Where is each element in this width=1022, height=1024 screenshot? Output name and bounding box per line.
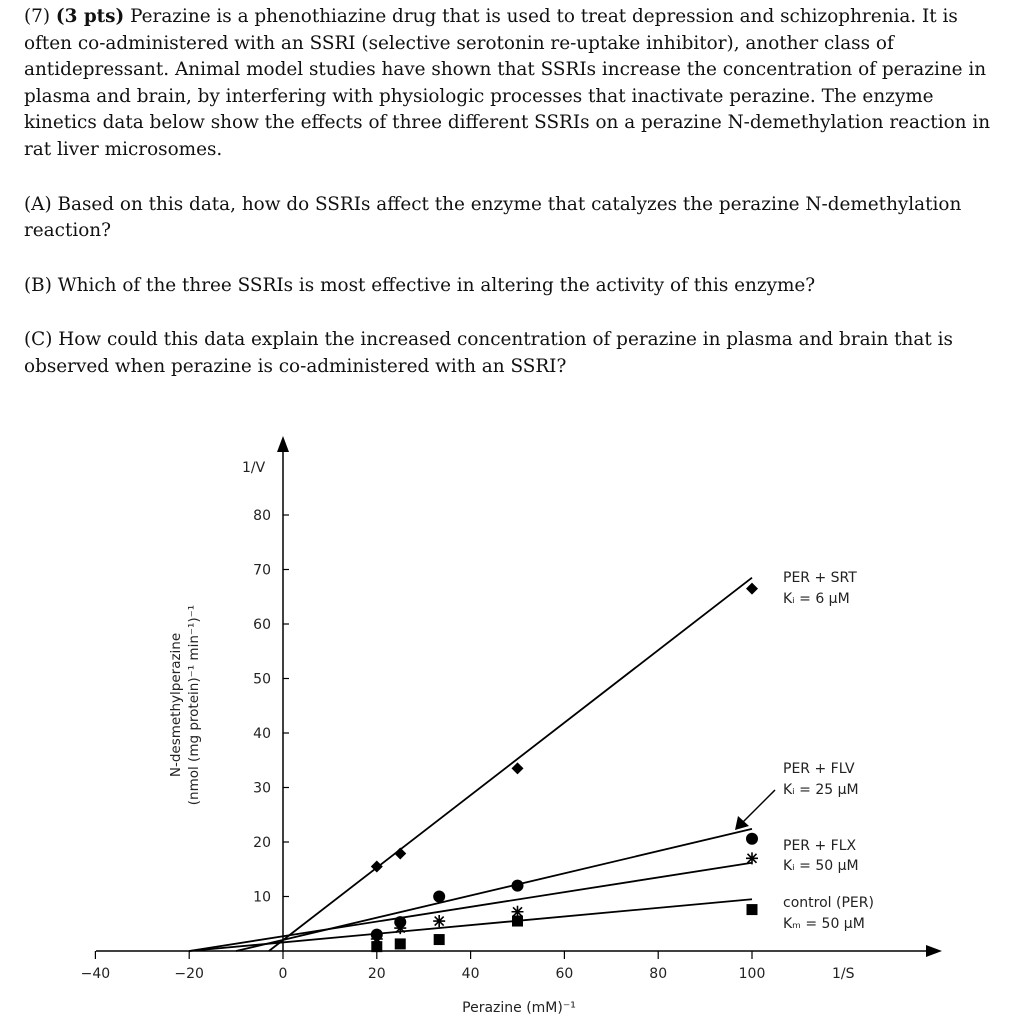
x-axis-arrow (926, 945, 942, 957)
series-line-per-srt (269, 578, 752, 951)
x-axis-right-label: 1/S (832, 966, 855, 982)
x-tick-label: 80 (649, 966, 668, 982)
y-tick-label: 80 (253, 508, 271, 524)
legend-flx-name: PER + FLX (783, 838, 857, 854)
data-point-per-srt (394, 847, 406, 859)
legend-flx-ki: Kᵢ = 50 μM (783, 858, 859, 874)
legend-srt-name: PER + SRT (783, 570, 857, 586)
data-point-control-per (512, 916, 523, 927)
data-point-per-srt (746, 583, 758, 595)
x-tick-label: 60 (555, 966, 574, 982)
legend-flv-ki: Kᵢ = 25 μM (783, 782, 859, 798)
x-tick-label: 100 (738, 966, 766, 982)
y-tick-label: 60 (253, 617, 271, 633)
data-point-per-flv (433, 891, 445, 903)
y-axis-title-line1: N-desmethylperazine (168, 632, 184, 778)
question-intro-text: Perazine is a phenothiazine drug that is used to treat depression and schizophrenia. It is often co-administered with an SSRI (selective serotonin re-uptake inhibitor), another class of antidepressant. Animal model studies have shown that SSRIs increase the concentration of perazine in plasma and brain, by interfering with physiologic processes that inactivate perazine. The enzyme kinetics data below show the effects of three different SSRIs on a perazine N-demethylation reaction in rat liver microsomes. (24, 6, 991, 160)
legend-control-name: control (PER) (783, 895, 874, 911)
question-part-b: (B) Which of the three SSRIs is most effective in altering the activity of this enzyme? (24, 274, 816, 296)
y-tick-label: 50 (253, 671, 271, 688)
y-axis-top-label: 1/V (242, 460, 266, 476)
flv-pointer-arrow (742, 790, 775, 823)
data-point-per-flv (746, 833, 758, 845)
y-tick-label: 70 (253, 562, 271, 579)
legend-flv-name: PER + FLV (783, 761, 855, 777)
data-point-control-per (434, 934, 445, 945)
data-point-control-per (747, 904, 758, 915)
y-axis-arrow (277, 436, 289, 452)
x-tick-label: 40 (461, 966, 480, 982)
series-line-per-flv (236, 829, 752, 951)
x-tick-label: 0 (278, 966, 288, 982)
x-tick-label: 20 (367, 966, 386, 982)
data-point-control-per (395, 938, 406, 949)
legend-srt-ki: Kᵢ = 6 μM (783, 591, 850, 607)
data-point-control-per (371, 941, 382, 952)
y-tick-label: 30 (253, 780, 271, 797)
y-tick-label: 10 (253, 889, 271, 906)
data-point-per-flv (512, 880, 524, 892)
x-tick-label: −20 (174, 966, 204, 982)
question-number: (7) (24, 6, 51, 27)
legend-control-km: Kₘ = 50 μM (783, 916, 865, 932)
data-point-per-flx (746, 852, 758, 864)
y-tick-label: 40 (253, 726, 271, 742)
x-tick-label: −40 (80, 966, 111, 982)
question-points: (3 pts) (55, 6, 125, 27)
question-part-a: (A) Based on this data, how do SSRIs affect the enzyme that catalyzes the perazine N-demethylation reaction? (24, 193, 962, 242)
data-point-per-flx (394, 922, 406, 934)
data-point-per-srt (512, 762, 524, 774)
question-part-c: (C) How could this data explain the increased concentration of perazine in plasma and brain that is observed when perazine is co-administered with an SSRI? (24, 329, 953, 377)
data-point-per-flx (433, 915, 445, 927)
y-tick-label: 20 (253, 835, 271, 851)
x-axis-title: Perazine (mM)⁻¹ (462, 1000, 576, 1016)
y-axis-title-line2: (nmol (mg protein)⁻¹ min⁻¹)⁻¹ (186, 604, 202, 806)
